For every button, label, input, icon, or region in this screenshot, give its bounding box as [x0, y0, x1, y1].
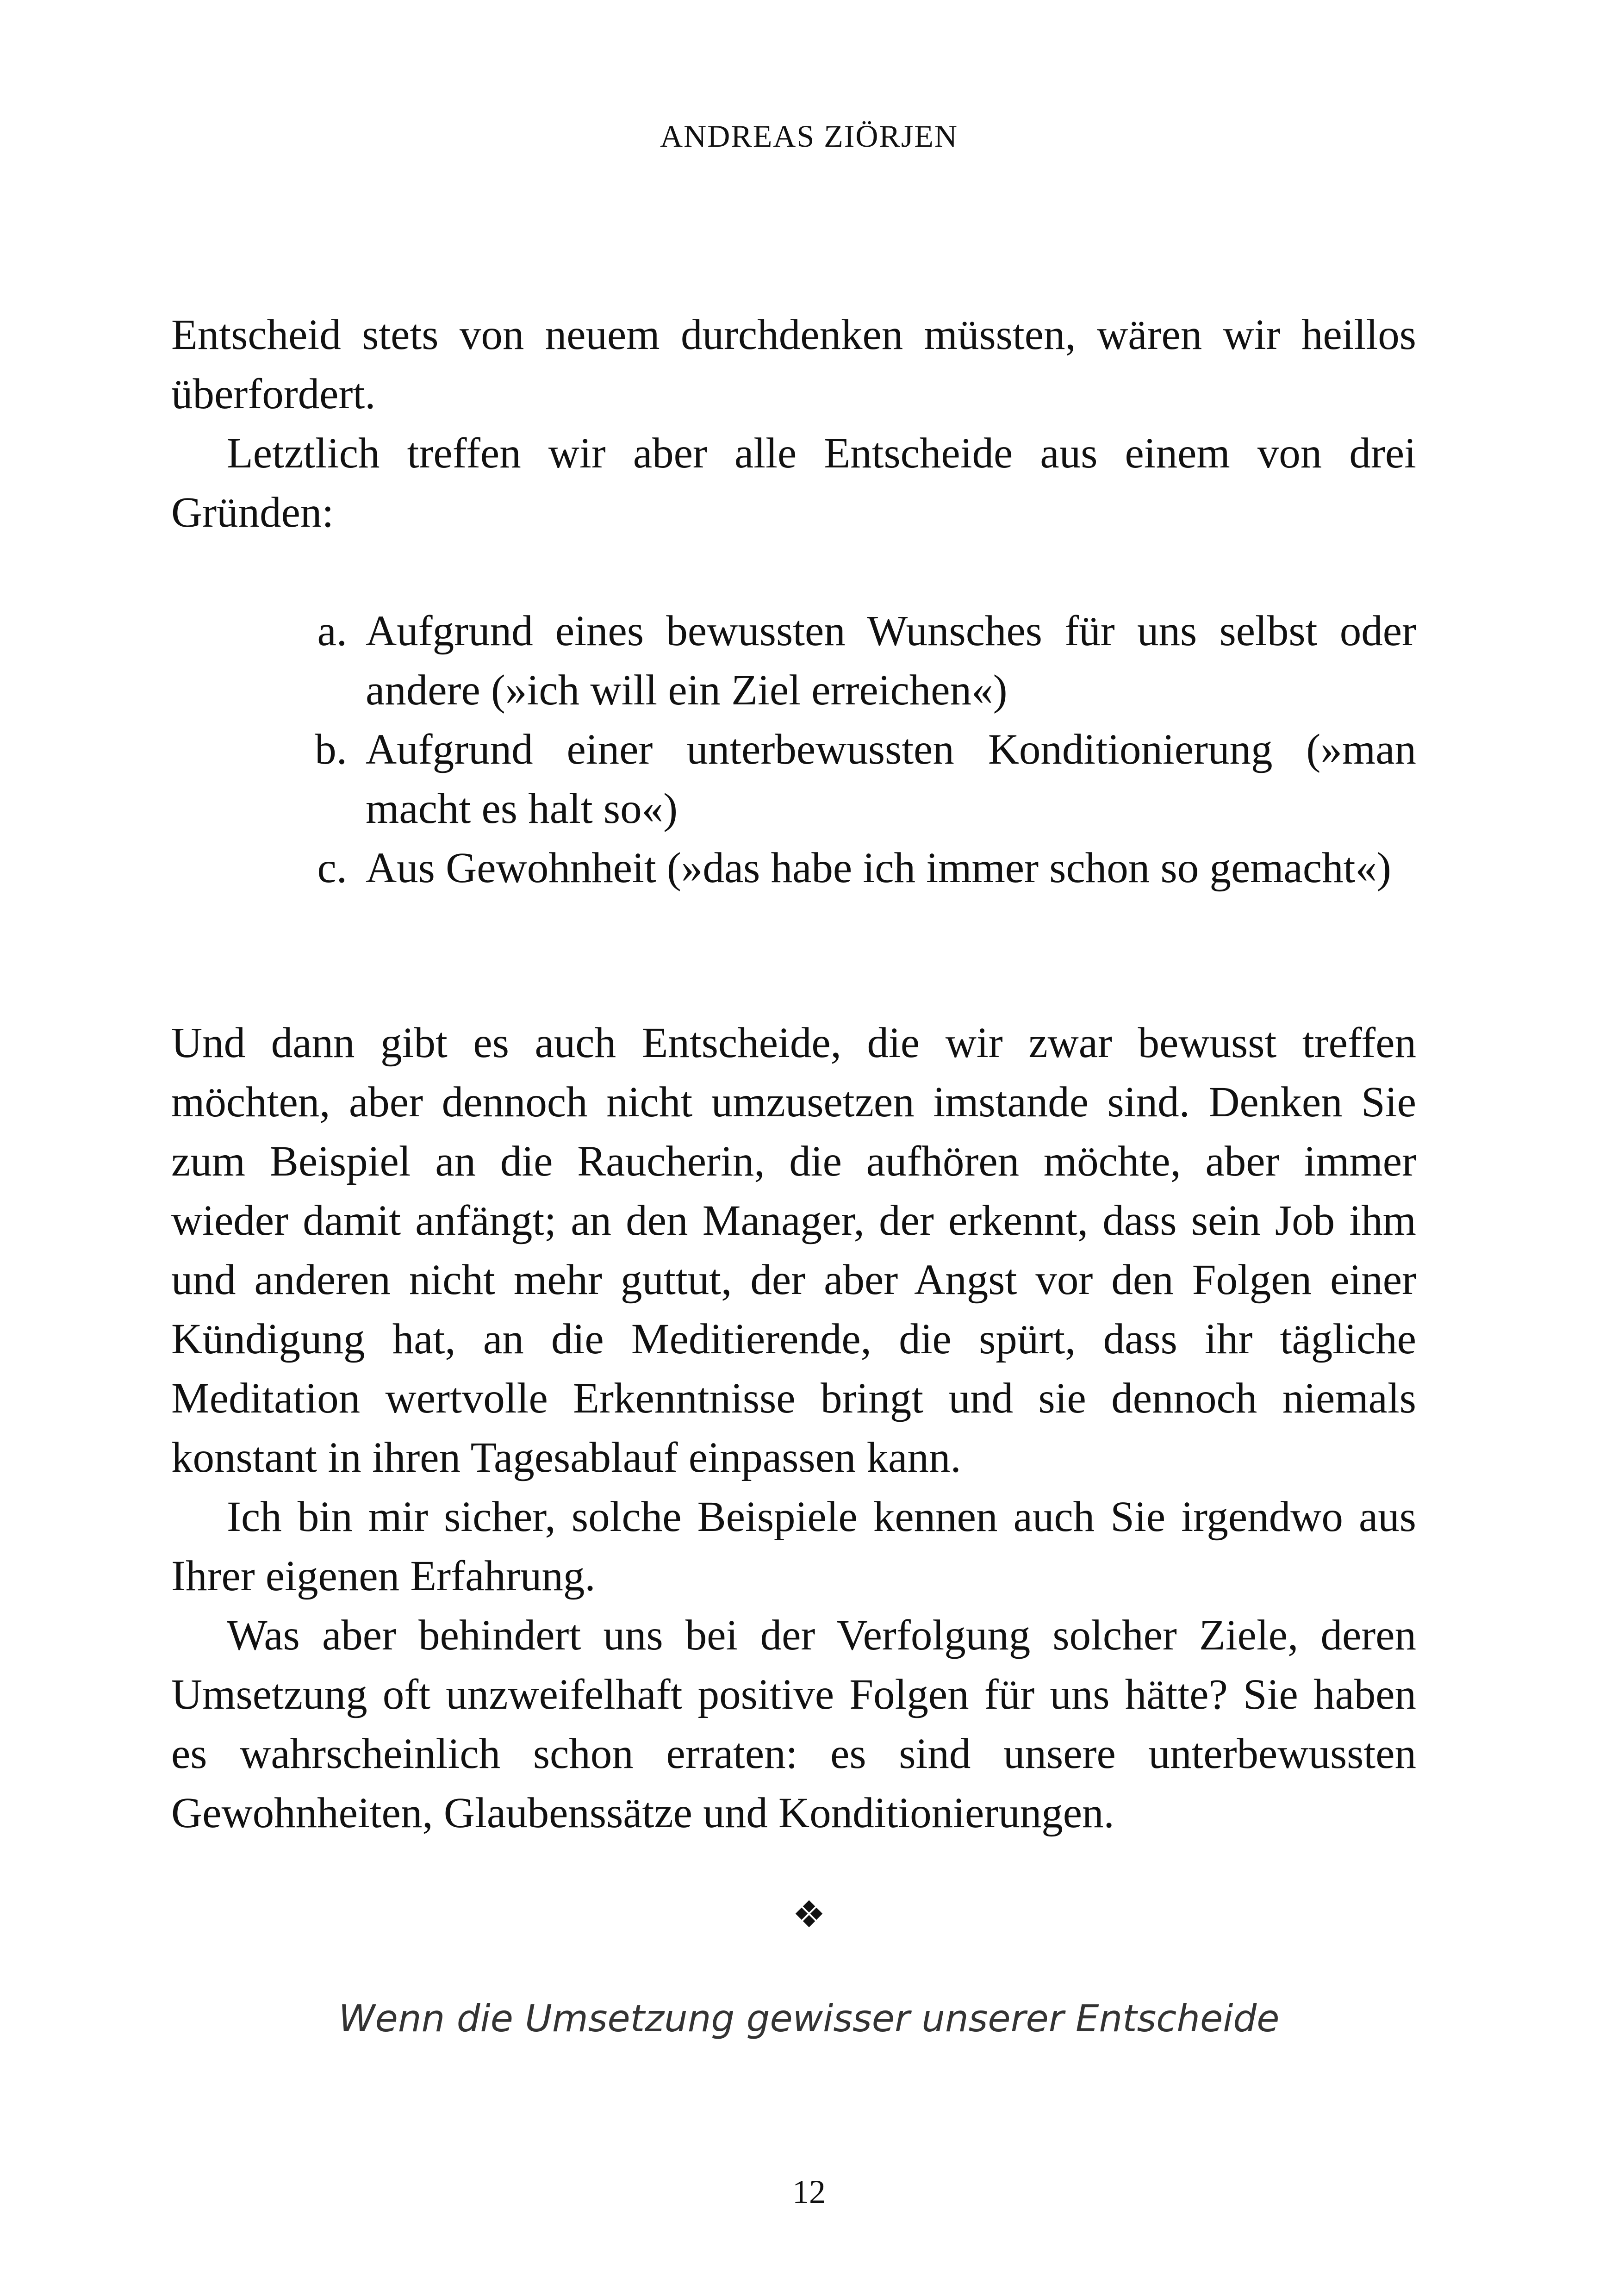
page-number: 12: [792, 2173, 826, 2210]
list-item-text: Aus Gewohnheit (»das habe ich immer schon so gemacht«): [366, 844, 1391, 892]
paragraph: Ich bin mir sicher, solche Beispiele kennen auch Sie irgendwo aus Ihrer eigenen Erfahrung.: [171, 1493, 1416, 1600]
paragraph: Letztlich treffen wir aber alle Entscheide aus einem von drei Gründen:: [171, 429, 1416, 536]
paragraph: Was aber behindert uns bei der Verfolgung solcher Ziele, deren Umsetzung oft unzweifelhaft positive Folgen für uns hätte? Sie haben es wahrscheinlich schon erraten: es sind unsere unterbewussten Gewohnheiten, Glaubenssätze und Konditionierungen.: [171, 1612, 1416, 1837]
list-marker: b.: [315, 726, 347, 773]
list-marker: c.: [317, 844, 347, 892]
paragraph: Und dann gibt es auch Entscheide, die wir zwar bewusst treffen möchten, aber dennoch nicht umzusetzen imstande sind. Denken Sie zum Beispiel an die Raucherin, die aufhören möchte, aber immer wieder damit anfängt; an den Manager, der erkennt, dass sein Job ihm und anderen nicht mehr guttut, der aber Angst vor den Folgen einer Kündigung hat, an die Meditierende, die spürt, dass ihr tägliche Meditation wertvolle Erkenntnisse bringt und sie dennoch niemals konstant in ihren Tagesablauf einpassen kann.: [171, 1019, 1416, 1481]
reasons-list: [287, 602, 1416, 898]
list-item: [287, 720, 1416, 839]
text-block-main: [171, 1014, 1416, 1843]
list-marker: a.: [317, 607, 347, 655]
text-block-intro: [171, 305, 1416, 542]
running-head: ANDREAS ZIÖRJEN: [660, 118, 958, 154]
list-item-text: Aufgrund eines bewussten Wunsches für uns selbst oder andere (»ich will ein Ziel erreichen«): [366, 607, 1416, 714]
four-diamond-ornament-icon: ❖: [792, 1893, 826, 1936]
list-item: [287, 602, 1416, 720]
teaser-line: Wenn die Umsetzung gewisser unserer Entscheide: [338, 1997, 1280, 2040]
list-item: [287, 839, 1416, 898]
list-item-text: Aufgrund einer unterbewussten Konditionierung (»man macht es halt so«): [366, 726, 1416, 833]
paragraph: Entscheid stets von neuem durchdenken müssten, wären wir heillos überfordert.: [171, 311, 1416, 418]
